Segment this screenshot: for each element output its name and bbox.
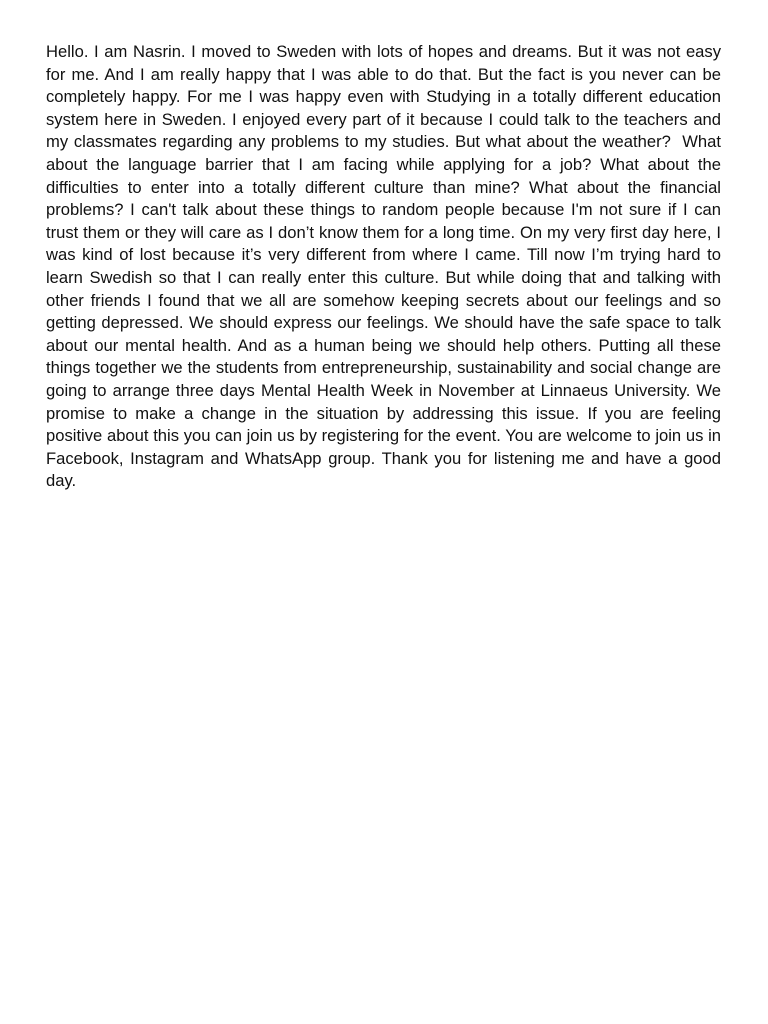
- body-paragraph: Hello. I am Nasrin. I moved to Sweden with lots of hopes and dreams. But it was not easy for me. And I am really happy that I was able to do that. But the fact is you never can be completely happy. For me I was happy even with Studying in a totally different education system here in Sweden. I enjoyed every part of it because I could talk to the teachers and my classmates regarding any problems to my studies. But what about the weather? What about the language barrier that I am facing while applying for a job? What about the difficulties to enter into a totally different culture than mine? What about the financial problems? I can't talk about these things to random people because I'm not sure if I can trust them or they will care as I don’t know them for a long time. On my very first day here, I was kind of lost because it’s very different from where I came. Till now I’m trying hard to learn Swedish so that I can really enter this culture. But while doing that and talking with other friends I found that we all are somehow keeping secrets about our feelings and so getting depressed. We should express our feelings. We should have the safe space to talk about our mental health. And as a human being we should help others. Putting all these things together we the students from entrepreneurship, sustainability and social change are going to arrange three days Mental Health Week in November at Linnaeus University. We promise to make a change in the situation by addressing this issue. If you are feeling positive about this you can join us by registering for the event. You are welcome to join us in Facebook, Instagram and WhatsApp group. Thank you for listening me and have a good day.: [46, 42, 726, 491]
